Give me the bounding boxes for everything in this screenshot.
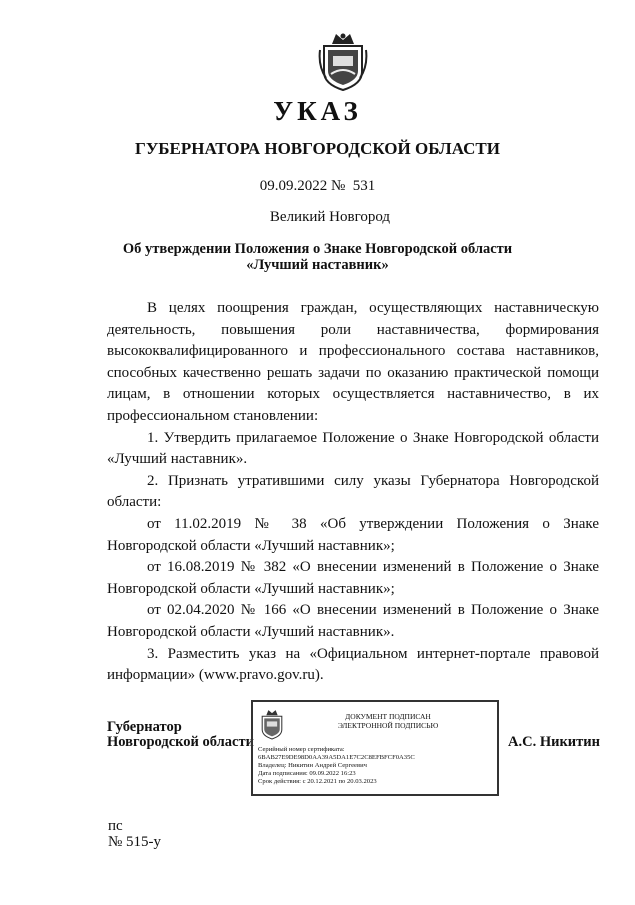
stamp-heading-line-1: ДОКУМЕНТ ПОДПИСАН (345, 712, 431, 721)
body-item-2: 2. Признать утратившими силу указы Губернатора Новгородской области: (107, 472, 599, 511)
subject-line-2: «Лучший наставник» (246, 257, 389, 273)
certificate-number: 6BAB27E9DE98D0AA39A5DA1E7C2C8EFBFCF0A35C (258, 754, 415, 761)
certificate-validity: Срок действия: с 20.12.2021 по 20.03.2023 (258, 778, 377, 785)
body-repealed-decree-2: от 16.08.2019 № 382 «О внесении изменений в Положение о Знаке Новгородской области «Лучший наставник»; (107, 559, 599, 597)
body-item-1: 1. Утвердить прилагаемое Положение о Знаке Новгородской области «Лучший наставник». (107, 429, 599, 468)
body-repealed-decree-1: от 11.02.2019 № 38 «Об утверждении Положения о Знаке Новгородской области «Лучший наставник»; (107, 515, 599, 554)
certificate-owner: Владелец: Никитин Андрей Сергеевич (258, 762, 367, 769)
signing-date: Дата подписания: 09.09.2022 16:23 (258, 770, 356, 777)
stamp-heading (293, 712, 483, 730)
stamp-details (258, 746, 498, 786)
stamp-heading-line-2: ЭЛЕКТРОННОЙ ПОДПИСЬЮ (337, 721, 439, 730)
footer-registration-number: № 515-у (108, 834, 162, 850)
body-item-3: 3. Разместить указ на «Официальном интернет-портале правовой информации» (www.pravo.gov.ru). (107, 645, 599, 684)
document-number: 531 (352, 178, 376, 194)
document-subtitle: ГУБЕРНАТОРА НОВГОРОДСКОЙ ОБЛАСТИ (135, 139, 500, 158)
signatory-role-line-2: Новгородской области (107, 734, 254, 750)
document-body (107, 298, 599, 687)
body-preamble: В целях поощрения граждан, осуществляющих наставническую деятельность, повышения роли наставничества, формирования высококвалифицированного и профессионального состава наставников, способных качественно решать задачи по оказанию практической помощи лицам, в отношении которых осуществляется наставничество, в их профессиональном становлении: (107, 300, 599, 424)
electronic-signature-stamp (251, 700, 499, 796)
body-repealed-decree-3: от 02.04.2020 № 166 «О внесении изменений в Положение о Знаке Новгородской области «Лучший наставник». (107, 602, 599, 640)
signatory-role-line-1: Губернатор (107, 719, 182, 735)
document-subject (80, 241, 555, 273)
footer-initials: пс (108, 818, 123, 834)
coat-of-arms-icon (318, 30, 368, 92)
signatory-role (107, 720, 254, 750)
coat-of-arms-icon (259, 708, 285, 740)
document-date: 09.09.2022 (259, 178, 328, 194)
certificate-label: Серийный номер сертификата: (258, 746, 345, 753)
document-footer (108, 818, 161, 850)
subject-line-1: Об утверждении Положения о Знаке Новгородской области (122, 241, 513, 257)
signatory-name: А.С. Никитин (508, 734, 600, 750)
document-city: Великий Новгород (269, 209, 391, 225)
document-title: УКАЗ (273, 96, 362, 126)
number-label: № (330, 178, 346, 194)
document-date-number (0, 178, 635, 195)
